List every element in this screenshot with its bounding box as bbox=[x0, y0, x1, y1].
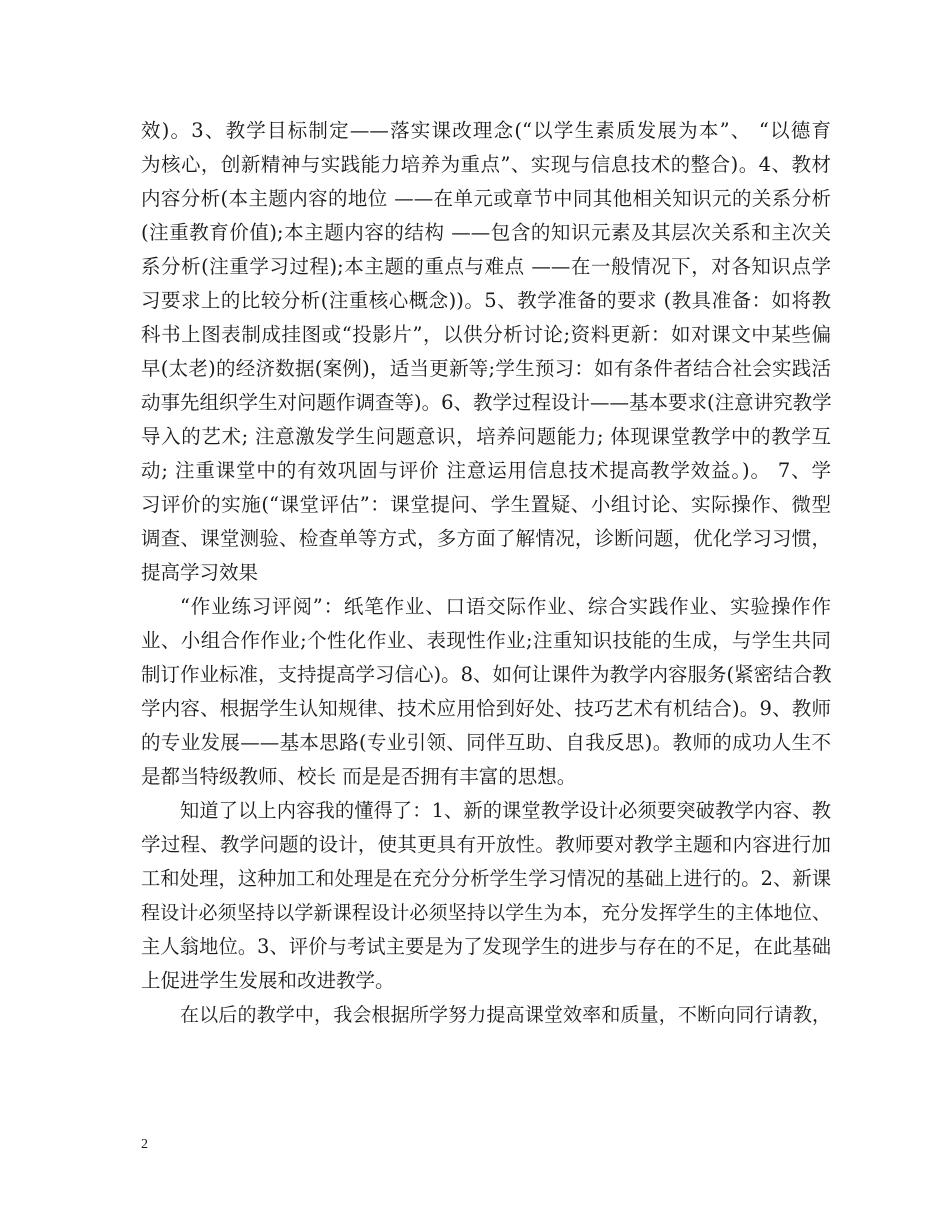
body-text-line: 导入的艺术; 注意激发学生问题意识，培养问题能力; 体现课堂教学中的教学互 bbox=[141, 425, 831, 448]
body-text-line: “作业练习评阅”：纸笔作业、口语交际作业、综合实践作业、实验操作作 bbox=[180, 595, 831, 618]
body-text-line: 动事先组织学生对问题作调查等)。6、教学过程设计——基本要求(注意讲究教学 bbox=[141, 391, 832, 414]
body-text-line: 在以后的教学中，我会根据所学努力提高课堂效率和质量，不断向同行请教， bbox=[180, 1004, 831, 1026]
body-text-line: (注重教育价值);本主题内容的结构 ——包含的知识元素及其层次关系和主次关 bbox=[141, 221, 831, 244]
body-text-line: 早(太老)的经济数据(案例)，适当更新等;学生预习：如有条件者结合社会实践活 bbox=[141, 357, 831, 380]
body-text-line: 习要求上的比较分析(注重核心概念))。5、教学准备的要求 (教具准备：如将教 bbox=[141, 289, 831, 312]
body-text-line: 业、小组合作作业;个性化作业、表现性作业;注重知识技能的生成，与学生共同 bbox=[141, 629, 831, 652]
body-text-line: 提高学习效果 bbox=[141, 561, 259, 584]
body-text-line: 程设计必须坚持以学新课程设计必须坚持以学生为本，充分发挥学生的主体地位、 bbox=[141, 902, 831, 924]
body-text-line: 上促进学生发展和改进教学。 bbox=[141, 969, 395, 992]
body-text-line: 内容分析(本主题内容的地位 ——在单元或章节中同其他相关知识元的关系分析 bbox=[141, 187, 831, 210]
body-text-line: 效)。3、教学目标制定——落实课改理念(“以学生素质发展为本”、 “以德育 bbox=[141, 119, 831, 142]
body-text-line: 制订作业标准，支持提高学习信心)。8、如何让课件为教学内容服务(紧密结合教 bbox=[141, 663, 832, 686]
body-text-line: 动; 注重课堂中的有效巩固与评价 注意运用信息技术提高教学效益。)。 7、学 bbox=[141, 459, 831, 482]
page-number: 2 bbox=[141, 1137, 148, 1152]
body-text-line: 系分析(注重学习过程);本主题的重点与难点 ——在一般情况下，对各知识点学 bbox=[141, 255, 831, 278]
body-text-line: 调查、课堂测验、检查单等方式，多方面了解情况，诊断问题，优化学习习惯， bbox=[141, 527, 831, 550]
body-text-line: 学过程、教学问题的设计，使其更具有开放性。教师要对教学主题和内容进行加 bbox=[141, 833, 831, 856]
body-text-line: 知道了以上内容我的懂得了：1、新的课堂教学设计必须要突破教学内容、教 bbox=[180, 799, 831, 822]
body-text-line: 的专业发展——基本思路(专业引领、同伴互助、自我反思)。教师的成功人生不 bbox=[141, 731, 831, 754]
body-text-line: 习评价的实施(“课堂评估”：课堂提问、学生置疑、小组讨论、实际操作、微型 bbox=[141, 493, 831, 516]
body-text-line: 学内容、根据学生认知规律、技术应用恰到好处、技巧艺术有机结合)。9、教师 bbox=[141, 697, 831, 720]
body-text-line: 主人翁地位。3、评价与考试主要是为了发现学生的进步与存在的不足，在此基础 bbox=[141, 935, 831, 958]
body-text-line: 为核心，创新精神与实践能力培养为重点”、实现与信息技术的整合)。4、教材 bbox=[141, 153, 831, 176]
body-text-line: 科书上图表制成挂图或“投影片”，以供分析讨论;资料更新：如对课文中某些偏 bbox=[141, 323, 831, 346]
body-text-line: 是都当特级教师、校长 而是是否拥有丰富的思想。 bbox=[141, 765, 577, 788]
body-text-line: 工和处理，这种加工和处理是在充分分析学生学习情况的基础上进行的。2、新课 bbox=[141, 867, 831, 890]
